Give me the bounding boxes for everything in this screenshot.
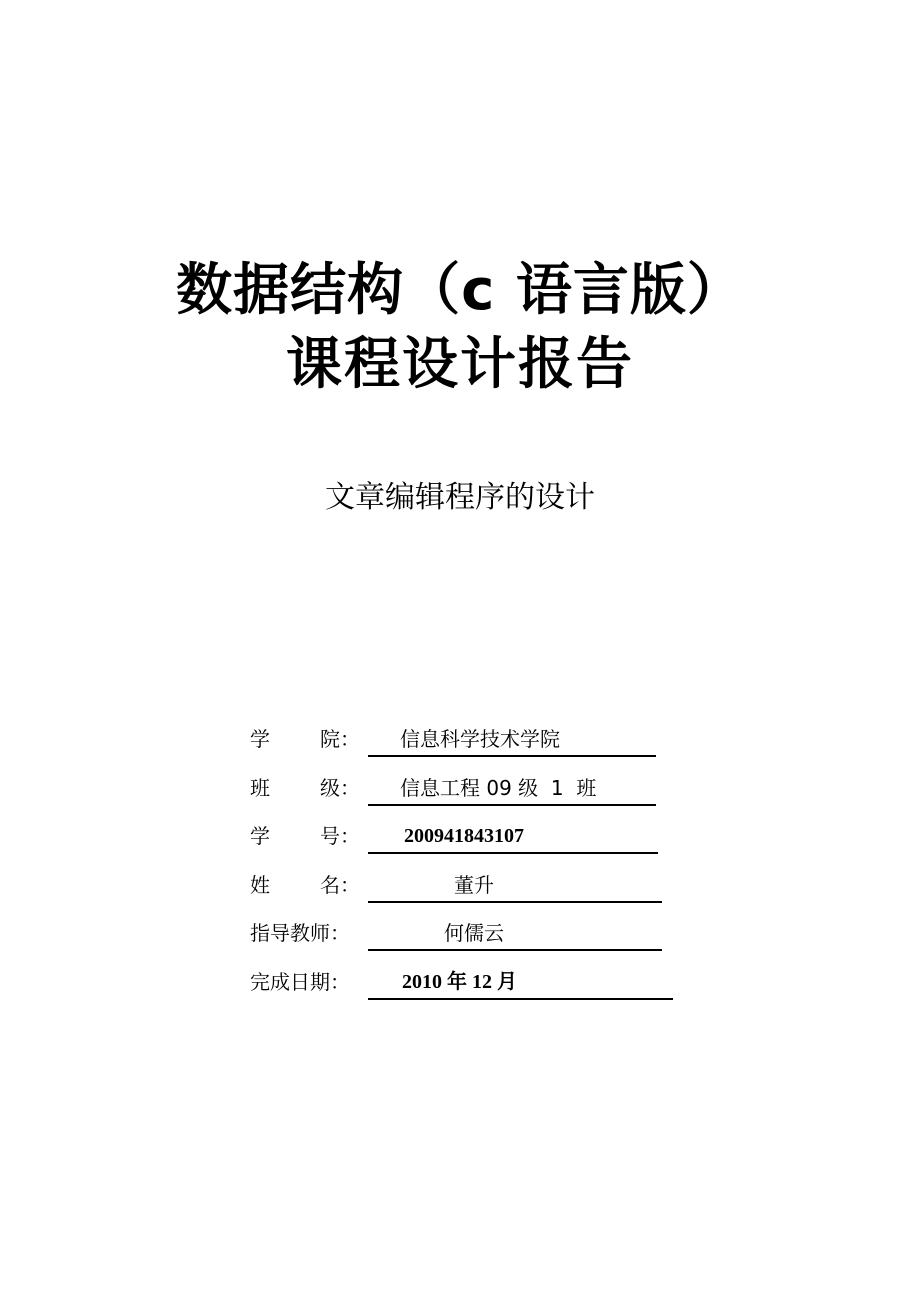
date-label-text: 完成日期： [250,970,350,994]
name-label-char-1: 姓 [250,873,270,897]
college-value: 信息科学技术学院 [400,727,560,751]
report-title-line-2: 课程设计报告 [286,332,634,397]
report-title-line-1: 数据结构（c 语言版） [176,258,744,323]
class-label-char-1: 班 [250,776,270,800]
advisor-value: 何儒云 [444,921,504,945]
college-label-char-2: 院： [320,727,360,751]
college-label-char-1: 学 [250,727,270,751]
advisor-label-text: 指导教师： [250,921,350,945]
student-id-label-char-1: 学 [250,824,270,848]
name-value: 董升 [454,873,494,897]
date-value: 2010 年 12 月 [402,971,517,993]
college-value-field [368,722,656,757]
class-label-char-2: 级： [320,776,360,800]
student-id-label-char-2: 号： [320,824,360,848]
date-value-field [368,965,673,1000]
class-value: 信息工程 09 级 1 班 [400,776,597,800]
student-id-value: 200941843107 [404,825,524,847]
name-value-field [368,868,662,903]
name-label-char-2: 名： [320,873,360,897]
class-value-field [368,771,656,806]
advisor-value-field [368,916,662,951]
student-id-value-field [368,819,658,854]
report-subtitle: 文章编辑程序的设计 [325,480,595,515]
